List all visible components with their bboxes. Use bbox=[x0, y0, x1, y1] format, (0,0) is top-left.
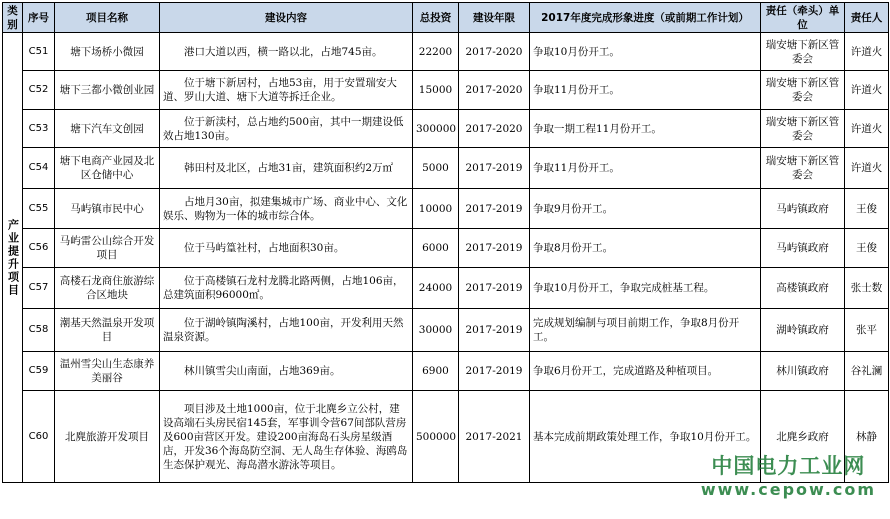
period-cell: 2017-2019 bbox=[459, 309, 530, 352]
content-cell: 位于马屿篁社村，占地面积30亩。 bbox=[160, 229, 413, 268]
table-row bbox=[3, 268, 889, 309]
progress-cell: 争取6月份开工，完成道路及种植项目。 bbox=[530, 352, 761, 391]
header-category: 类别 bbox=[3, 3, 23, 33]
unit-cell: 高楼镇政府 bbox=[761, 268, 845, 309]
period-cell: 2017-2019 bbox=[459, 352, 530, 391]
person-cell: 张平 bbox=[845, 309, 889, 352]
person-cell: 谷礼澜 bbox=[845, 352, 889, 391]
person-cell: 许道火 bbox=[845, 71, 889, 110]
seq-cell: C56 bbox=[23, 229, 55, 268]
project-name-cell: 马屿雷公山综合开发项目 bbox=[55, 229, 160, 268]
unit-cell: 瑞安塘下新区管委会 bbox=[761, 148, 845, 189]
header-progress: 2017年度完成形象进度（或前期工作计划） bbox=[530, 3, 761, 33]
period-cell: 2017-2020 bbox=[459, 110, 530, 148]
table-row bbox=[3, 229, 889, 268]
seq-cell: C57 bbox=[23, 268, 55, 309]
content-cell: 占地月30亩，拟建集城市广场、商业中心、文化娱乐、购物为一体的城市综合体。 bbox=[160, 189, 413, 229]
unit-cell: 湖岭镇政府 bbox=[761, 309, 845, 352]
progress-cell: 完成规划编制与项目前期工作，争取8月份开工。 bbox=[530, 309, 761, 352]
unit-cell: 瑞安塘下新区管委会 bbox=[761, 110, 845, 148]
table-row bbox=[3, 148, 889, 189]
content-cell: 林川镇雪尖山南面，占地369亩。 bbox=[160, 352, 413, 391]
progress-cell: 争取10月份开工，争取完成桩基工程。 bbox=[530, 268, 761, 309]
header-person: 责任人 bbox=[845, 3, 889, 33]
seq-cell: C54 bbox=[23, 148, 55, 189]
header-seq: 序号 bbox=[23, 3, 55, 33]
table-row bbox=[3, 71, 889, 110]
period-cell: 2017-2019 bbox=[459, 229, 530, 268]
content-cell: 位于高楼镇石龙村龙腾北路两侧，占地106亩，总建筑面积96000㎡。 bbox=[160, 268, 413, 309]
project-name-cell: 北麂旅游开发项目 bbox=[55, 391, 160, 483]
content-cell: 位于塘下新居村，占地53亩，用于安置瑞安大道、罗山大道、塘下大道等拆迁企业。 bbox=[160, 71, 413, 110]
content-cell: 位于湖岭镇陶溪村，占地100亩，开发利用天然温泉资源。 bbox=[160, 309, 413, 352]
period-cell: 2017-2021 bbox=[459, 391, 530, 483]
table-row bbox=[3, 352, 889, 391]
period-cell: 2017-2019 bbox=[459, 189, 530, 229]
project-name-cell: 塘下电商产业园及北区仓储中心 bbox=[55, 148, 160, 189]
investment-cell: 30000 bbox=[413, 309, 459, 352]
investment-cell: 5000 bbox=[413, 148, 459, 189]
period-cell: 2017-2019 bbox=[459, 148, 530, 189]
seq-cell: C55 bbox=[23, 189, 55, 229]
progress-cell: 争取8月份开工。 bbox=[530, 229, 761, 268]
project-name-cell: 塘下汽车文创园 bbox=[55, 110, 160, 148]
header-period: 建设年限 bbox=[459, 3, 530, 33]
header-content: 建设内容 bbox=[160, 3, 413, 33]
watermark-text: 中国电力工业网 bbox=[711, 454, 866, 478]
watermark-url: www.cepow.com bbox=[700, 480, 876, 499]
project-table bbox=[2, 2, 889, 483]
project-name-cell: 温州雪尖山生态康养美丽谷 bbox=[55, 352, 160, 391]
table-row bbox=[3, 110, 889, 148]
progress-cell: 争取10月份开工。 bbox=[530, 33, 761, 71]
content-cell: 韩田村及北区，占地31亩，建筑面积约2万㎡ bbox=[160, 148, 413, 189]
seq-cell: C60 bbox=[23, 391, 55, 483]
unit-cell: 马屿镇政府 bbox=[761, 229, 845, 268]
person-cell: 林静 bbox=[845, 391, 889, 483]
period-cell: 2017-2019 bbox=[459, 268, 530, 309]
seq-cell: C58 bbox=[23, 309, 55, 352]
progress-cell: 争取一期工程11月份开工。 bbox=[530, 110, 761, 148]
investment-cell: 10000 bbox=[413, 189, 459, 229]
person-cell: 许道火 bbox=[845, 110, 889, 148]
project-name-cell: 塘下三都小微创业园 bbox=[55, 71, 160, 110]
investment-cell: 500000 bbox=[413, 391, 459, 483]
table-row bbox=[3, 391, 889, 483]
header-investment: 总投资 bbox=[413, 3, 459, 33]
table-row bbox=[3, 309, 889, 352]
unit-cell: 瑞安塘下新区管委会 bbox=[761, 71, 845, 110]
category-cell: 产业提升项目 bbox=[3, 33, 23, 483]
investment-cell: 22200 bbox=[413, 33, 459, 71]
header-unit: 责任（牵头）单位 bbox=[761, 3, 845, 33]
seq-cell: C52 bbox=[23, 71, 55, 110]
project-name-cell: 马屿镇市民中心 bbox=[55, 189, 160, 229]
header-row bbox=[3, 3, 889, 33]
content-cell: 位于新渎村，总占地约500亩，其中一期建设低效占地130亩。 bbox=[160, 110, 413, 148]
seq-cell: C53 bbox=[23, 110, 55, 148]
period-cell: 2017-2020 bbox=[459, 33, 530, 71]
person-cell: 张士数 bbox=[845, 268, 889, 309]
seq-cell: C51 bbox=[23, 33, 55, 71]
person-cell: 王俊 bbox=[845, 189, 889, 229]
project-name-cell: 高楼石龙商住旅游综合区地块 bbox=[55, 268, 160, 309]
project-name-cell: 潮基天然温泉开发项目 bbox=[55, 309, 160, 352]
progress-cell: 争取11月份开工。 bbox=[530, 71, 761, 110]
investment-cell: 6900 bbox=[413, 352, 459, 391]
person-cell: 许道火 bbox=[845, 148, 889, 189]
header-name: 项目名称 bbox=[55, 3, 160, 33]
progress-cell: 基本完成前期政策处理工作，争取10月份开工。 bbox=[530, 391, 761, 483]
person-cell: 王俊 bbox=[845, 229, 889, 268]
unit-cell: 瑞安塘下新区管委会 bbox=[761, 33, 845, 71]
table-row bbox=[3, 33, 889, 71]
investment-cell: 6000 bbox=[413, 229, 459, 268]
content-cell: 项目涉及土地1000亩，位于北麂乡立公村，建设高端石头房民宿145套，军事训令营67间部队营房及600亩营区开发。建设200亩海岛石头房星级酒店，开发36个海岛防空洞、无人岛生存体验、海鸥岛生态保护观光、海岛潜水游泳等项目。 bbox=[160, 391, 413, 483]
progress-cell: 争取11月份开工。 bbox=[530, 148, 761, 189]
person-cell: 许道火 bbox=[845, 33, 889, 71]
table-row bbox=[3, 189, 889, 229]
unit-cell: 林川镇政府 bbox=[761, 352, 845, 391]
investment-cell: 24000 bbox=[413, 268, 459, 309]
project-name-cell: 塘下场桥小微园 bbox=[55, 33, 160, 71]
unit-cell: 马屿镇政府 bbox=[761, 189, 845, 229]
period-cell: 2017-2020 bbox=[459, 71, 530, 110]
progress-cell: 争取9月份开工。 bbox=[530, 189, 761, 229]
unit-cell: 北麂乡政府 bbox=[761, 391, 845, 483]
seq-cell: C59 bbox=[23, 352, 55, 391]
investment-cell: 300000 bbox=[413, 110, 459, 148]
investment-cell: 15000 bbox=[413, 71, 459, 110]
content-cell: 港口大道以西，横一路以北，占地745亩。 bbox=[160, 33, 413, 71]
